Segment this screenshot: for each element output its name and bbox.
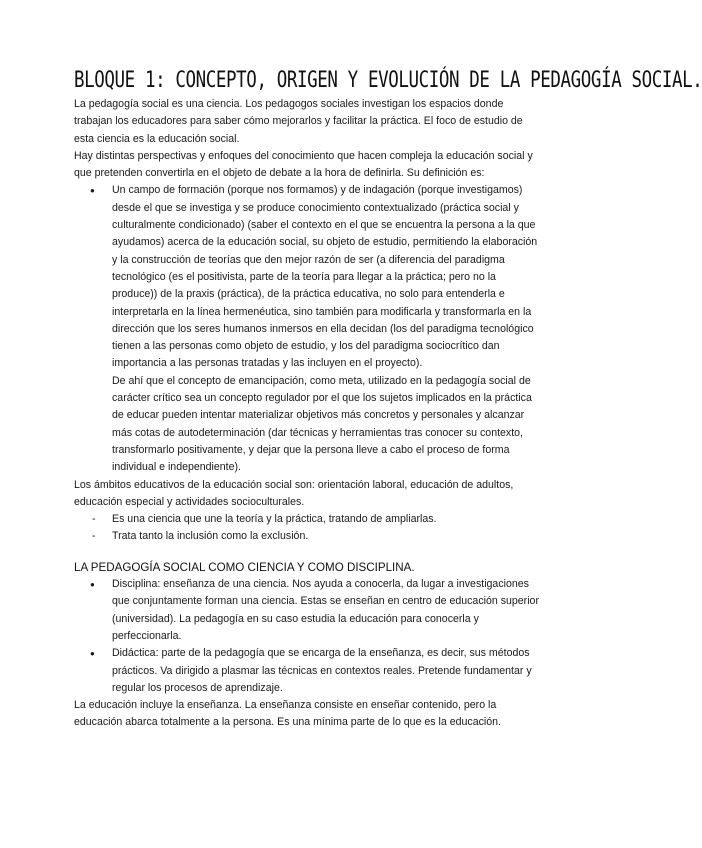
- ambitos-paragraph: Los ámbitos educativos de la educación social son: orientación laboral, educación de adultos, educación especial y actividades socioculturales.: [74, 478, 514, 508]
- definition-list: [74, 182, 544, 372]
- emancipation-paragraph: De ahí que el concepto de emancipación, como meta, utilizado en la pedagogía social de carácter crítico sea un concepto regulador por el que los sujetos implicados en la práctica de educar pueden intentar materializar objetivos más concretos y personales y alcanzar más cotas de autodeterminación (dar técnicas y herramientas tras conocer su contexto, transformarlo positivamente, y dejar que la persona lleve a cabo el proceso de forma individual e independiente).: [112, 374, 532, 474]
- disciplina-bullet: ● Disciplina: enseñanza de una ciencia. Nos ayuda a conocerla, da lugar a investigaciones que conjuntamente forman una ciencia. Estas se enseñan en centro de educación superior (universidad). La pedagogía en su caso estudia la educación para conocerla y perfeccionarla.: [74, 576, 544, 645]
- section-heading: LA PEDAGOGÍA SOCIAL COMO CIENCIA Y COMO DISCIPLINA.: [74, 560, 415, 574]
- intro-paragraph-1: La pedagogía social es una ciencia. Los pedagogos sociales investigan los espacios donde trabajan los educadores para saber cómo mejorarlos y facilitar la práctica. El foco de estudio de esta ciencia es la educación social.: [74, 98, 523, 145]
- definition-bullet: ● Un campo de formación (porque nos formamos) y de indagación (porque investigamos) desde el que se investiga y se produce conocimiento contextualizado (práctica social y culturalmente condicionado) (saber el contexto en el que se encuentra la persona a la que ayudamos) acerca de la educación social, su objeto de estudio, permitiendo la elaboración y la construcción de teorías que den mejor razón de ser (a diferencia del paradigma tecnológico (es el positivista, parte de la teoría para llegar a la práctica; pero no la produce)) de la praxis (práctica), de la práctica educativa, no solo para entenderla e interpretarla en la línea hermenéutica, sino también para modificarla y transformarla en la dirección que los seres humanos inmersos en ella decidan (los del paradigma tecnológico tienen a las personas como objeto de estudio, y los del paradigma sociocrítico dan importancia a las personas tratadas y las incluyen en el proyecto).: [74, 182, 544, 372]
- dash-list: [74, 511, 544, 546]
- dash-item: - Trata tanto la inclusión como la exclusión.: [74, 528, 544, 545]
- didactica-bullet: ● Didáctica: parte de la pedagogía que se encarga de la enseñanza, es decir, sus métodos prácticos. Va dirigido a plasmar las técnicas en contextos reales. Pretende fundamentar y regular los procesos de aprendizaje.: [74, 645, 544, 697]
- closing-paragraph: La educación incluye la enseñanza. La enseñanza consiste en enseñar contenido, pero la educación abarca totalmente a la persona. Es una mínima parte de lo que es la educación.: [74, 699, 501, 729]
- intro-paragraph-2: Hay distintas perspectivas y enfoques del conocimiento que hacen compleja la educación social y que pretenden convertirla en el objeto de debate a la hora de definirla. Su definición es:: [74, 149, 533, 180]
- page-title: BLOQUE 1: CONCEPTO, ORIGEN Y EVOLUCIÓN DE LA PEDAGOGÍA SOCIAL.: [74, 68, 702, 93]
- dash-item: - Es una ciencia que une la teoría y la práctica, tratando de ampliarlas.: [74, 511, 544, 528]
- section2-list: [74, 576, 544, 697]
